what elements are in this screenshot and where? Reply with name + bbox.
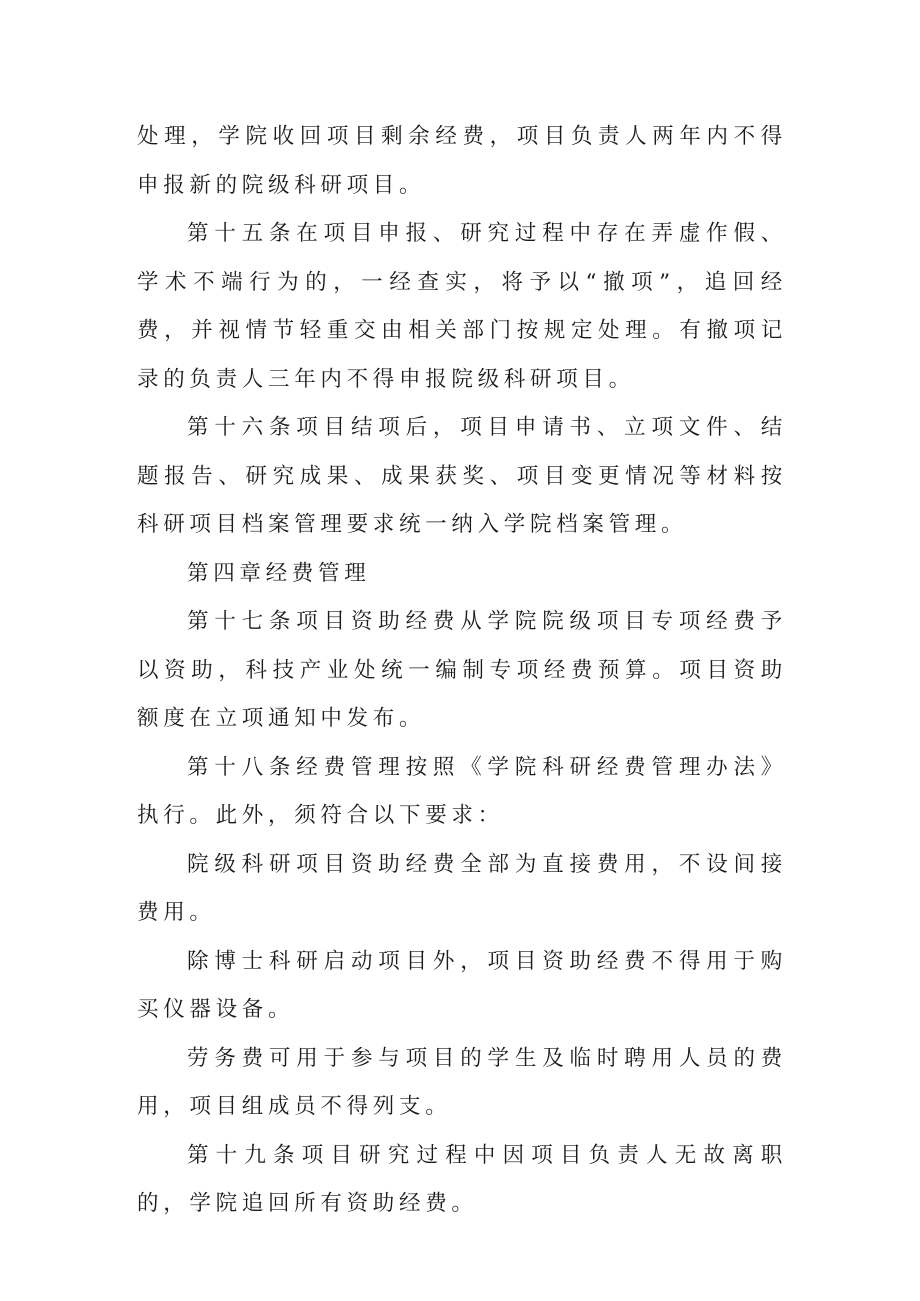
paragraph-requirement-2: 除博士科研启动项目外，项目资助经费不得用于购买仪器设备。 — [137, 948, 787, 1022]
document-body — [137, 113, 787, 1229]
paragraph-requirement-1: 院级科研项目资助经费全部为直接费用，不设间接费用。 — [137, 851, 787, 925]
paragraph-article-15: 第十五条在项目申报、研究过程中存在弄虚作假、学术不端行为的，一经查实，将予以“撤项”，追回经费，并视情节轻重交由相关部门按规定处理。有撤项记录的负责人三年内不得申报院级科研项目。 — [137, 221, 787, 392]
chapter-heading: 第四章经费管理 — [187, 560, 371, 586]
paragraph-article-18: 第十八条经费管理按照《学院科研经费管理办法》执行。此外，须符合以下要求： — [137, 754, 787, 828]
paragraph-requirement-3: 劳务费可用于参与项目的学生及临时聘用人员的费用，项目组成员不得列支。 — [137, 1045, 787, 1119]
paragraph-continuation: 处理，学院收回项目剩余经费，项目负责人两年内不得申报新的院级科研项目。 — [137, 124, 787, 198]
paragraph-article-17: 第十七条项目资助经费从学院院级项目专项经费予以资助，科技产业处统一编制专项经费预算。项目资助额度在立项通知中发布。 — [137, 609, 787, 731]
paragraph-article-19: 第十九条项目研究过程中因项目负责人无故离职的，学院追回所有资助经费。 — [137, 1142, 787, 1216]
paragraph-article-16: 第十六条项目结项后，项目申请书、立项文件、结题报告、研究成果、成果获奖、项目变更情况等材料按科研项目档案管理要求统一纳入学院档案管理。 — [137, 415, 787, 537]
